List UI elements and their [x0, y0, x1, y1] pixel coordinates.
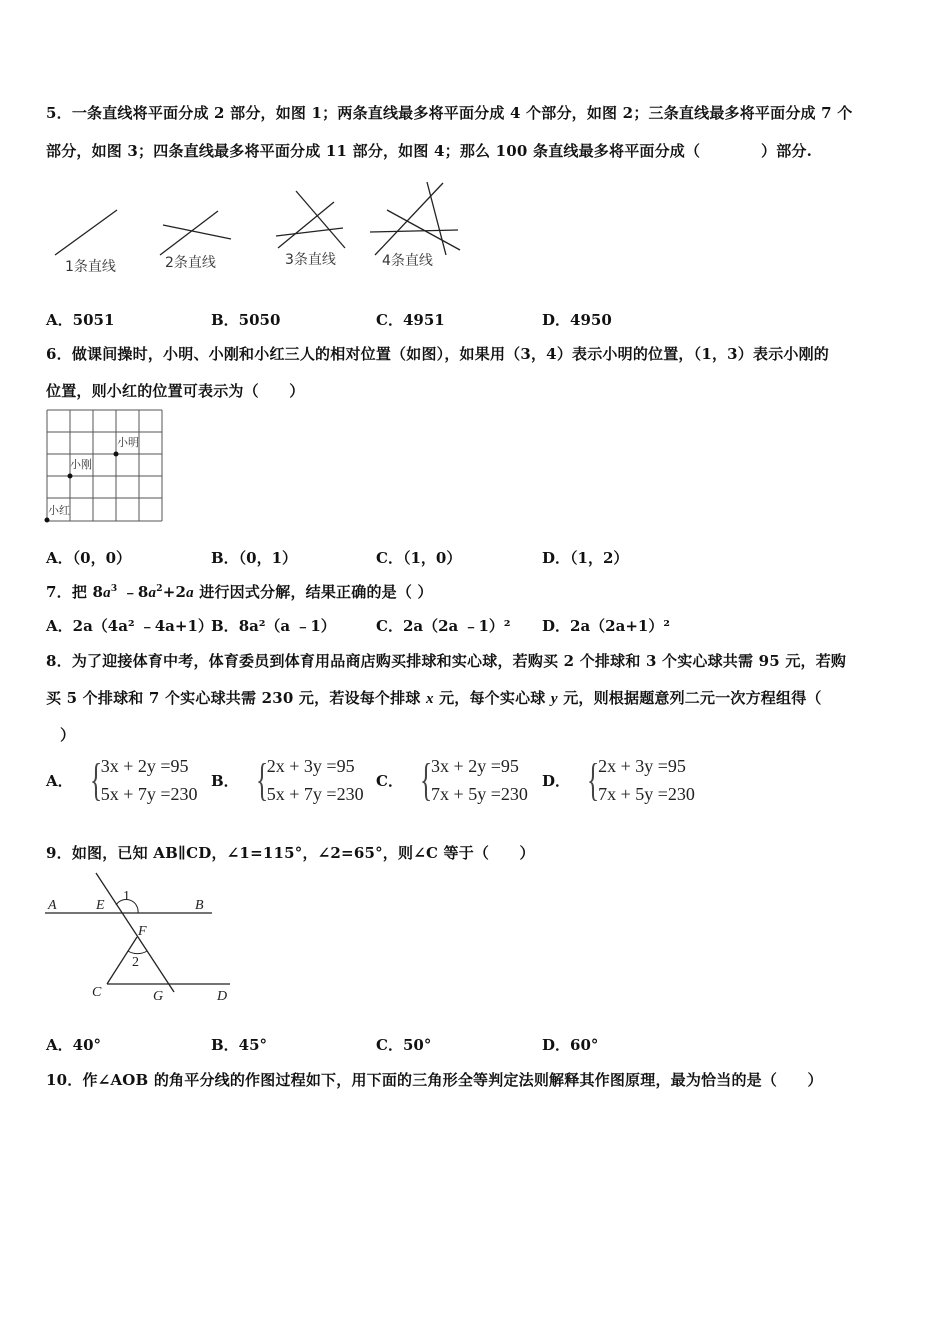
q5-text-line1: 5．一条直线将平面分成 2 部分，如图 1；两条直线最多将平面分成 4 个部分，如图 2；三条直线最多将平面分成 7 个 [46, 104, 853, 122]
q7-option-d-letter: D． [542, 617, 571, 635]
q8-option-c[interactable] [376, 752, 528, 808]
q6-option-a[interactable]: A．（0，0） [46, 549, 132, 567]
label-g: G [153, 989, 164, 1004]
q9-option-d[interactable]: D．60° [542, 1036, 599, 1054]
label-angle-1: 1 [123, 889, 130, 904]
q7-option-c-letter: C． [376, 617, 403, 635]
q8-text-line1: 8．为了迎接体育中考，体育委员到体育用品商店购买排球和实心球，若购买 2 个排球和 3 个实心球共需 95 元，若购 [46, 652, 847, 670]
q7-mid1: ﹣8 [117, 583, 149, 601]
q8-var-y: y [550, 691, 558, 707]
q8-option-c-eq1: 3x + 2y =95 [431, 756, 519, 776]
q7-option-a[interactable] [46, 615, 213, 636]
q6-text-line1: 6．做课间操时，小明、小刚和小红三人的相对位置（如图），如果用（3，4）表示小明的位置，（1，3）表示小刚的 [46, 345, 829, 363]
q6-option-b[interactable]: B．（0，1） [211, 549, 298, 567]
q8-option-d[interactable] [542, 752, 695, 808]
q8-option-d-eq2: 7x + 5y =230 [598, 784, 695, 804]
brace-icon: { [419, 754, 433, 805]
q7-option-b-text: 8a²（a ﹣1） [238, 617, 336, 635]
q8-option-b-eq1: 2x + 3y =95 [266, 756, 355, 776]
figure2-caption: 2条直线 [165, 255, 216, 271]
brace-icon: { [255, 754, 268, 805]
q7-prefix: 7．把 8 [46, 583, 104, 601]
q7-var-a: a [103, 585, 111, 601]
q8-line2-part-a: 买 5 个排球和 7 个实心球共需 230 元，若设每个排球 [46, 689, 426, 707]
label-a: A [48, 898, 57, 913]
brace-icon: { [89, 754, 102, 805]
q7-option-a-letter: A． [46, 617, 73, 635]
q6-text-line2: 位置，则小红的位置可表示为（ ） [46, 382, 305, 400]
q9-parallel-lines-figure [40, 865, 240, 1010]
brace-icon: { [586, 754, 600, 805]
q8-text-line2 [46, 687, 822, 708]
q7-exp2: 2 [156, 584, 163, 594]
label-f: F [138, 924, 147, 939]
q8-line2-part-c: 元，则根据题意列二元一次方程组得（ [557, 689, 822, 707]
q7-exp3: 3 [110, 584, 118, 594]
label-xiaogang: 小刚 [70, 458, 92, 471]
q5-option-a[interactable]: A．5051 [46, 311, 115, 329]
q8-option-b-eq2: 5x + 7y =230 [266, 784, 364, 804]
q9-option-c[interactable]: C．50° [376, 1036, 432, 1054]
q7-option-d-text: 2a（2a+1）² [570, 617, 670, 635]
label-angle-2: 2 [132, 955, 139, 970]
label-c: C [92, 985, 102, 1000]
q7-var-a: a [148, 585, 157, 601]
q8-option-a[interactable] [46, 752, 198, 808]
label-xiaohong: 小红 [48, 504, 70, 517]
q8-option-b-letter: B． [211, 771, 239, 790]
q5-text-line2: 部分，如图 3；四条直线最多将平面分成 11 部分，如图 4；那么 100 条直线最多将平面分成（ ）部分. [46, 142, 813, 160]
figure3-caption: 3条直线 [285, 252, 336, 268]
q7-var-a: a [186, 585, 194, 601]
q8-option-a-eq2: 5x + 7y =230 [100, 784, 198, 804]
q5-option-c[interactable]: C．4951 [376, 311, 445, 329]
q8-var-x: x [425, 691, 434, 707]
figure1-caption: 1条直线 [65, 259, 116, 275]
q8-option-c-letter: C． [376, 771, 403, 790]
q10-text: 10．作∠AOB 的角平分线的作图过程如下，用下面的三角形全等判定法则解释其作图原理，最为恰当的是（ ） [46, 1071, 823, 1089]
q7-option-c-text: 2a（2a ﹣1）² [402, 617, 511, 635]
q6-position-grid [44, 408, 166, 526]
label-xiaoming: 小明 [117, 436, 139, 449]
q8-line2-part-b: 元，每个实心球 [433, 689, 551, 707]
q9-option-a[interactable]: A．40° [46, 1036, 102, 1054]
q8-option-d-eq1: 2x + 3y =95 [598, 756, 686, 776]
q7-mid2: +2 [162, 583, 187, 601]
q9-option-b[interactable]: B．45° [211, 1036, 268, 1054]
q5-lines-figure [40, 175, 470, 280]
q6-option-d[interactable]: D．（1，2） [542, 549, 629, 567]
q5-option-d[interactable]: D．4950 [542, 311, 612, 329]
q7-option-c[interactable] [376, 615, 511, 636]
q6-option-c[interactable]: C．（1，0） [376, 549, 462, 567]
q8-option-a-letter: A． [46, 771, 73, 790]
q8-option-c-eq2: 7x + 5y =230 [431, 784, 528, 804]
q8-option-b[interactable] [211, 752, 364, 808]
q9-text: 9．如图，已知 AB∥CD，∠1=115°，∠2=65°，则∠C 等于（ ） [46, 844, 535, 862]
q8-text-line3: ） [60, 726, 76, 744]
q5-option-b[interactable]: B．5050 [211, 311, 281, 329]
q7-option-a-text: 2a（4a² ﹣4a+1） [72, 617, 213, 635]
q7-option-b-letter: B． [211, 617, 239, 635]
q8-option-a-eq1: 3x + 2y =95 [100, 756, 189, 776]
figure4-caption: 4条直线 [382, 253, 433, 269]
label-b: B [195, 898, 204, 913]
q7-option-b[interactable] [211, 615, 336, 636]
q7-suffix: 进行因式分解，结果正确的是（ ） [193, 583, 433, 601]
q7-text [46, 581, 433, 602]
label-e: E [96, 898, 105, 913]
q7-option-d[interactable] [542, 615, 670, 636]
label-d: D [217, 989, 228, 1004]
q8-option-d-letter: D． [542, 771, 571, 790]
